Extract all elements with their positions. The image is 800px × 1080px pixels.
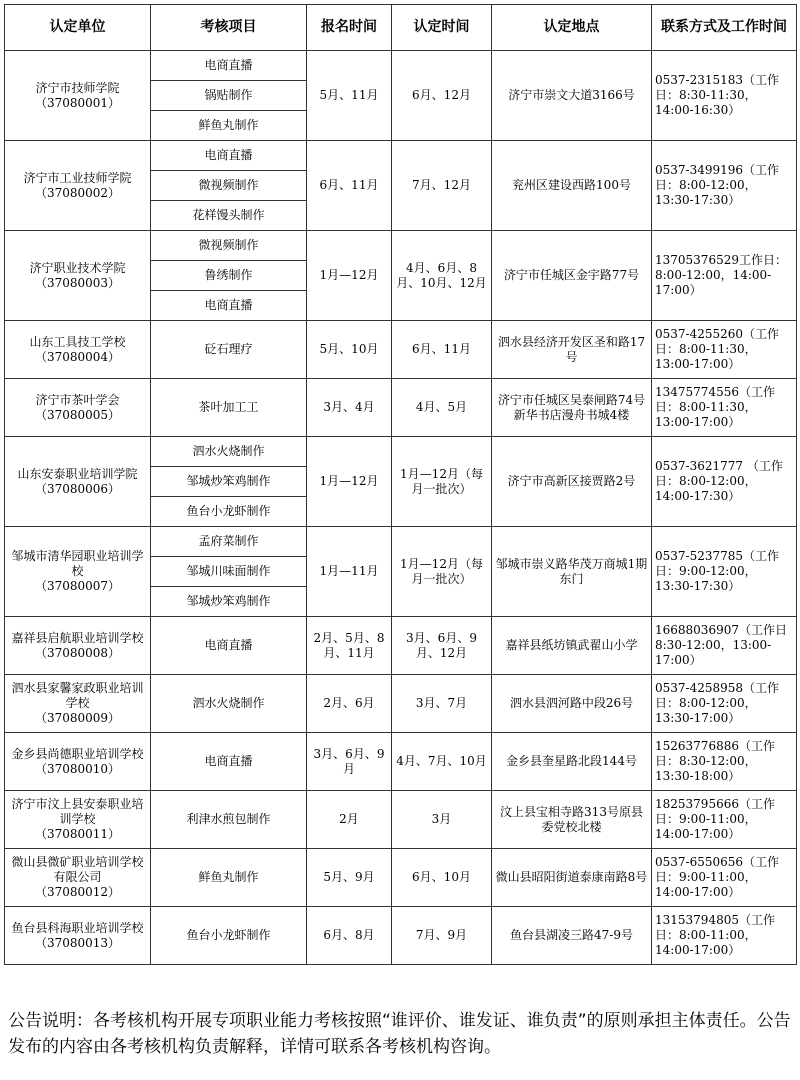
unit-name: 鱼台县科海职业培训学校 [11,920,144,935]
contact-cell: 13153794805（工作日：8:00-11:00，14:00-17:00） [652,907,797,965]
cert-time-cell: 1月—12月（每月一批次） [392,527,492,617]
cert-time-cell: 7月、9月 [392,907,492,965]
table-row [5,617,797,675]
unit-cell [5,791,151,849]
header-cert-place: 认定地点 [492,5,652,51]
table-row [5,527,797,557]
assessment-item: 邹城炒笨鸡制作 [151,587,307,617]
assessment-item: 泗水火烧制作 [151,675,307,733]
unit-name: 济宁市技师学院 [35,80,120,95]
unit-code: （37080010） [34,761,121,776]
cert-time-cell: 4月、5月 [392,379,492,437]
signup-time-cell: 5月、10月 [307,321,392,379]
table-row [5,437,797,467]
cert-place-cell: 嘉祥县纸坊镇武翟山小学 [492,617,652,675]
unit-cell [5,733,151,791]
contact-cell: 0537-3621777 （工作日：8:00-12:00，14:00-17:30） [652,437,797,527]
cert-place-cell: 兖州区建设西路100号 [492,141,652,231]
table-body [5,51,797,965]
signup-time-cell: 2月、5月、8月、11月 [307,617,392,675]
unit-code: （37080002） [34,185,121,200]
signup-time-cell: 5月、9月 [307,849,392,907]
unit-name: 济宁市汶上县安泰职业培训学校 [11,797,144,826]
assessment-item: 鲁绣制作 [151,261,307,291]
assessment-item: 鲜鱼丸制作 [151,849,307,907]
assessment-item: 鲜鱼丸制作 [151,111,307,141]
unit-cell [5,379,151,437]
assessment-item: 孟府菜制作 [151,527,307,557]
unit-cell [5,675,151,733]
assessment-item: 邹城川味面制作 [151,557,307,587]
assessment-item: 花样馒头制作 [151,201,307,231]
assessment-item: 电商直播 [151,291,307,321]
table-row [5,321,797,379]
assessment-item: 微视频制作 [151,231,307,261]
assessment-item: 微视频制作 [151,171,307,201]
unit-code: （37080001） [34,95,121,110]
contact-cell: 0537-4258958（工作日：8:00-12:00，13:30-17:00） [652,675,797,733]
cert-time-cell: 3月、7月 [392,675,492,733]
unit-code: （37080012） [34,885,121,899]
assessment-item: 泗水火烧制作 [151,437,307,467]
table-row [5,231,797,261]
unit-name: 金乡县尚德职业培训学校 [11,746,144,761]
contact-cell: 18253795666（工作日：9:00-11:00，14:00-17:00） [652,791,797,849]
unit-name: 济宁职业技术学院 [29,260,126,275]
cert-place-cell: 邹城市崇义路华茂万商城1期东门 [492,527,652,617]
cert-time-cell: 3月、6月、9月、12月 [392,617,492,675]
assessment-item: 鱼台小龙虾制作 [151,497,307,527]
table-row [5,849,797,907]
unit-cell [5,849,151,907]
cert-time-cell: 4月、7月、10月 [392,733,492,791]
signup-time-cell: 2月 [307,791,392,849]
contact-cell: 0537-2315183（工作日：8:30-11:30，14:00-16:30） [652,51,797,141]
unit-cell [5,51,151,141]
unit-code: （37080005） [34,407,121,422]
unit-name: 山东安泰职业培训学院 [17,466,138,481]
signup-time-cell: 6月、11月 [307,141,392,231]
table-row [5,379,797,437]
table-row [5,791,797,849]
signup-time-cell: 1月—12月 [307,231,392,321]
signup-time-cell: 1月—11月 [307,527,392,617]
header-item: 考核项目 [151,5,307,51]
table-row [5,733,797,791]
cert-place-cell: 泗水县泗河路中段26号 [492,675,652,733]
table-row [5,907,797,965]
cert-time-cell: 3月 [392,791,492,849]
table-header-row [5,5,797,51]
assessment-item: 邹城炒笨鸡制作 [151,467,307,497]
signup-time-cell: 3月、6月、9月 [307,733,392,791]
contact-cell: 13705376529工作日：8:00-12:00，14:00-17:00） [652,231,797,321]
cert-time-cell: 6月、11月 [392,321,492,379]
cert-place-cell: 济宁市高新区接贾路2号 [492,437,652,527]
table-row [5,141,797,171]
table-row [5,675,797,733]
cert-place-cell: 金乡县奎星路北段144号 [492,733,652,791]
contact-cell: 0537-3499196（工作日：8:00-12:00，13:30-17:30） [652,141,797,231]
contact-cell: 16688036907（工作日8:30-12:00，13:00-17:00） [652,617,797,675]
cert-place-cell: 鱼台县湖凌三路47-9号 [492,907,652,965]
header-contact: 联系方式及工作时间 [652,5,797,51]
unit-cell [5,321,151,379]
unit-code: （37080006） [34,481,121,496]
unit-cell [5,527,151,617]
unit-cell [5,617,151,675]
signup-time-cell: 1月—12月 [307,437,392,527]
assessment-item: 电商直播 [151,51,307,81]
unit-name: 微山县微矿职业培训学校有限公司 [11,855,144,884]
header-signup-time: 报名时间 [307,5,392,51]
signup-time-cell: 3月、4月 [307,379,392,437]
unit-name: 济宁市茶叶学会 [35,392,120,407]
unit-name: 济宁市工业技师学院 [23,170,132,185]
cert-time-cell: 6月、10月 [392,849,492,907]
signup-time-cell: 2月、6月 [307,675,392,733]
assessment-item: 电商直播 [151,733,307,791]
header-cert-time: 认定时间 [392,5,492,51]
cert-place-cell: 泗水县经济开发区圣和路17号 [492,321,652,379]
unit-cell [5,141,151,231]
contact-cell: 15263776886（工作日：8:30-12:00，13:30-18:00） [652,733,797,791]
assessment-item: 砭石理疗 [151,321,307,379]
certification-table [4,4,797,965]
contact-cell: 13475774556（工作日：8:00-11:30，13:00-17:00） [652,379,797,437]
assessment-item: 鱼台小龙虾制作 [151,907,307,965]
unit-code: （37080007） [34,579,121,593]
contact-cell: 0537-5237785（工作日：9:00-12:00，13:30-17:30） [652,527,797,617]
unit-code: （37080008） [34,645,121,660]
assessment-item: 锅贴制作 [151,81,307,111]
cert-place-cell: 济宁市任城区金宇路77号 [492,231,652,321]
header-unit: 认定单位 [5,5,151,51]
table-row [5,51,797,81]
cert-place-cell: 汶上县宝相寺路313号原县委党校北楼 [492,791,652,849]
cert-place-cell: 济宁市任城区吴泰闸路74号新华书店漫舟书城4楼 [492,379,652,437]
unit-code: （37080013） [34,935,121,950]
contact-cell: 0537-4255260（工作日：8:00-11:30，13:00-17:00） [652,321,797,379]
unit-code: （37080004） [34,349,121,364]
signup-time-cell: 6月、8月 [307,907,392,965]
cert-time-cell: 6月、12月 [392,51,492,141]
unit-cell [5,437,151,527]
contact-cell: 0537-6550656（工作日：9:00-11:00，14:00-17:00） [652,849,797,907]
unit-code: （37080003） [34,275,121,290]
cert-time-cell: 7月、12月 [392,141,492,231]
cert-place-cell: 微山县昭阳街道泰康南路8号 [492,849,652,907]
cert-place-cell: 济宁市崇文大道3166号 [492,51,652,141]
unit-name: 嘉祥县启航职业培训学校 [11,630,144,645]
cert-time-cell: 4月、6月、8月、10月、12月 [392,231,492,321]
unit-name: 山东工具技工学校 [29,334,126,349]
cert-time-cell: 1月—12月（每月一批次） [392,437,492,527]
unit-cell [5,231,151,321]
assessment-item: 电商直播 [151,141,307,171]
unit-cell [5,907,151,965]
unit-code: （37080009） [34,711,121,725]
unit-name: 泗水县家馨家政职业培训学校 [11,681,144,710]
unit-name: 邹城市清华园职业培训学校 [11,549,144,578]
signup-time-cell: 5月、11月 [307,51,392,141]
assessment-item: 茶叶加工工 [151,379,307,437]
assessment-item: 利津水煎包制作 [151,791,307,849]
assessment-item: 电商直播 [151,617,307,675]
unit-code: （37080011） [34,827,121,841]
notice-text: 公告说明：各考核机构开展专项职业能力考核按照“谁评价、谁发证、谁负责”的原则承担主体责任。公告发布的内容由各考核机构负责解释，详情可联系各考核机构咨询。 [8,1011,791,1057]
